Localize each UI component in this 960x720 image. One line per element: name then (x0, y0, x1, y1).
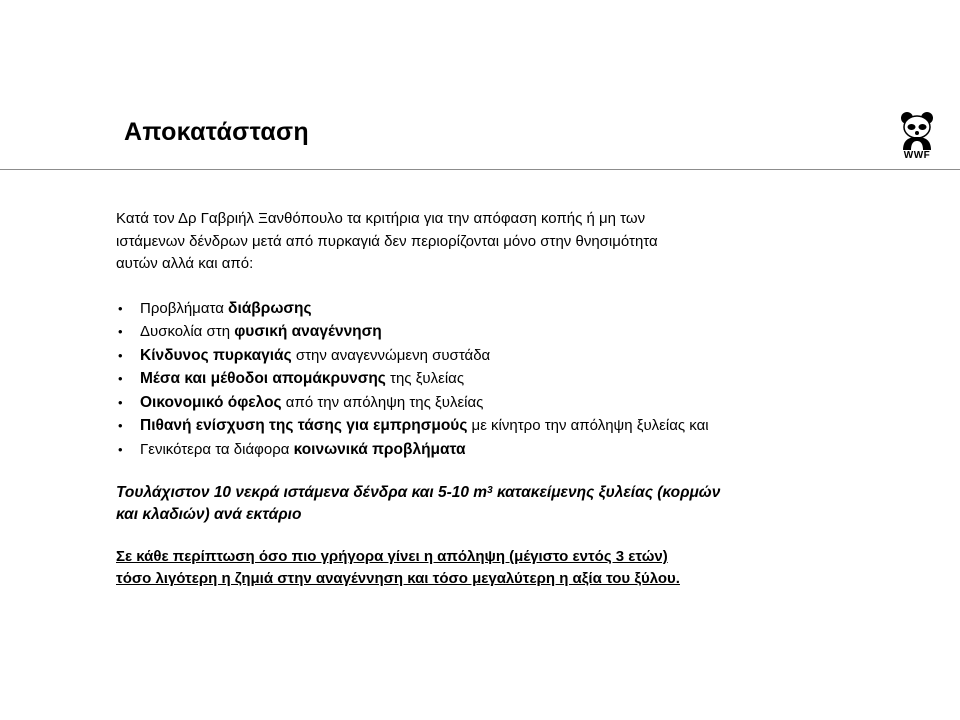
bullet-icon: • (118, 371, 123, 386)
list-item: • Μέσα και μέθοδοι απομάκρυνσης της ξυλείας (116, 368, 896, 392)
superscript: 3 (487, 485, 493, 496)
list-item: • Πιθανή ενίσχυση της τάσης για εμπρησμούς με κίνητρο την απόληψη ξυλείας και (116, 415, 896, 439)
bullet-icon: • (118, 347, 123, 363)
criteria-list (116, 298, 896, 463)
intro-line-1: Κατά τον Δρ Γαβριήλ Ξανθόπουλο τα κριτήρια για την απόφαση κοπής ή μη των (116, 210, 646, 227)
list-item: • Οικονομικό όφελος από την απόληψη της ξυλείας (116, 392, 896, 416)
list-item: • Προβλήματα διάβρωσης (116, 298, 896, 322)
list-item: • Δυσκολία στη φυσική αναγέννηση (116, 321, 896, 345)
intro-paragraph (116, 208, 896, 276)
slide-title: Αποκατάσταση (124, 118, 309, 146)
slide-body (116, 208, 896, 590)
intro-line-2: ιστάμενων δένδρων μετά από πυρκαγιά δεν περιορίζονται μόνο στην θνησιμότητα (116, 232, 658, 250)
list-item: • Γενικότερα τα διάφορα κοινωνικά προβλήματα (116, 439, 896, 463)
bullet-icon: • (118, 441, 123, 457)
header-divider (0, 169, 960, 170)
panda-icon (893, 110, 941, 150)
bullet-icon: • (118, 324, 123, 339)
emphasis-paragraph: Τουλάχιστον 10 νεκρά ιστάμενα δένδρα και 5-10 $m^3$ κατακείμενης ξυλείας (κορμών και κλαδιών) ανά εκτάριο (116, 484, 721, 523)
wwf-logo (893, 110, 941, 166)
list-item: • Κίνδυνος πυρκαγιάς στην αναγεννώμενη συστάδα (116, 345, 896, 369)
bullet-icon: • (118, 418, 123, 433)
intro-line-3: αυτών αλλά και από: (116, 255, 254, 272)
bullet-icon: • (118, 394, 123, 410)
logo-text: WWF (903, 150, 931, 161)
bullet-icon: • (118, 300, 123, 316)
underlined-paragraph: Σε κάθε περίπτωση όσο πιο γρήγορα γίνει η απόληψη (μέγιστο εντός 3 ετών) τόσο λιγότερη η ζημιά στην αναγέννηση και τόσο μεγαλύτερη η αξία του ξύλου. (116, 548, 680, 587)
